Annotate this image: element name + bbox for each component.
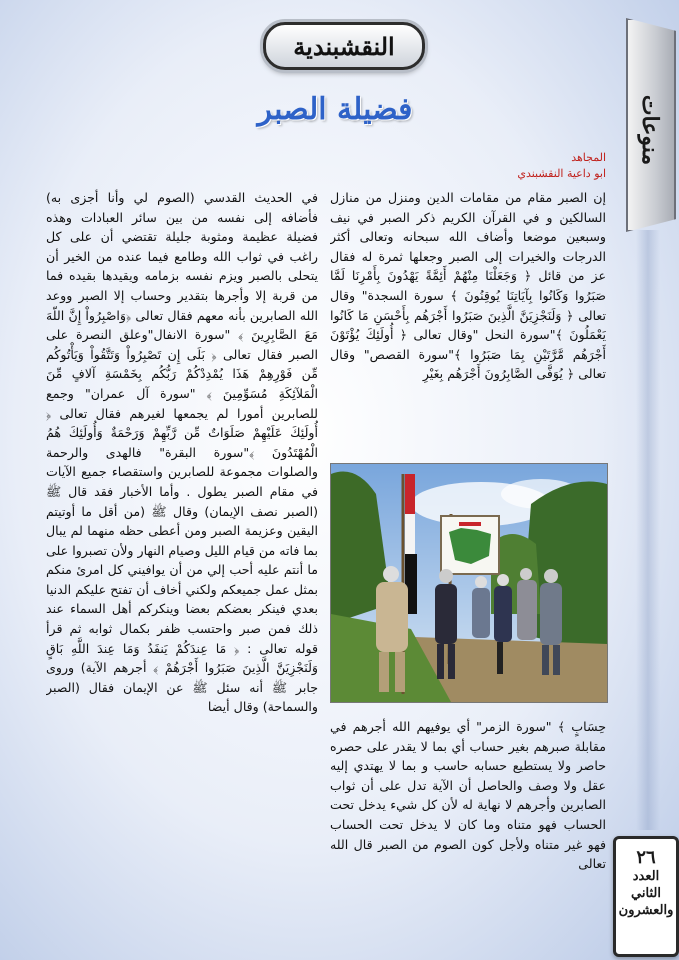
- section-side-tab-label: [632, 60, 668, 200]
- article-photo: [330, 463, 608, 703]
- paragraph: في الحديث القدسي (الصوم لي وأنا أجزى به) فأضافه إلى نفسه من بين سائر العبادات وهذه فضيلة عظيمة ومثوبة جليلة تقتضي أن على كل راغب في ثواب الله وطامع فيما عنده من الخير أن يتحلى بالصبر ويزم نفسه بزمامه ويقيدها بقيده فما من قربة إلا وأجرها بتقدير وحساب إلا الصبر ووعد الله الصابرين بأنه معهم فقال تعالى ﴿وَاصْبِرُواْ إِنَّ اللّهَ مَعَ الصَّابِرِينَ ﴾ "سورة الانفال"وعلق النصرة على الصبر فقال تعالى ﴿ بَلَى إِن تَصْبِرُواْ وَتَتَّقُواْ وَيَأْتُوكُم مِّن فَوْرِهِمْ هَذَا يُمْدِدْكُمْ رَبُّكُم بِخَمْسَةِ آلافٍ مِّنَ الْمَلآئِكَةِ مُسَوِّمِينَ ﴾ "سورة آل عمران" وجمع للصابرين أمورا لم يجمعها لغيرهم فقال تعالى ﴿ أُولَئِكَ عَلَيْهِمْ صَلَوَاتٌ مِّن رَّبِّهِمْ وَرَحْمَةٌ وَأُولَئِكَ هُمُ الْمُهْتَدُونَ ﴾"سورة البقرة" فالهدى والرحمة والصلوات مجموعة للصابرين واستقصاء جميع الآيات في مقام الصبر يطول . وأما الأخبار فقد قال ﷺ (الصبر نصف الإيمان) وقال ﷺ (من أقل ما أوتيتم اليقين وعزيمة الصبر ومن أعطى حظه منهما لم يبال بما فاته من قيام الليل وصيام النهار ولأن تصبروا على ما أنتم عليه أحب إلي من أن يوافيني كل امرئ منكم بمثل عمل جميعكم ولكني أخاف أن تفتح عليكم الدنيا بعدي فينكر بعضكم بعضا وينكركم أهل السماء عند ذلك فمن صبر واحتسب ظفر بكمال ثوابه ثم قرأ قوله تعالى : ﴿ مَا عِندَكُمْ يَنفَدُ وَمَا عِندَ اللَّهِ بَاقٍ وَلَنَجْزِيَنَّ الَّذِينَ صَبَرُوا أَجْرَهُمْ ﴾ أجرهم الآية) وروى جابر ﷺ أنه سئل ﷺ عن الإيمان فقال (الصبر والسماحة) وقال أيضا: [46, 190, 318, 715]
- flag-red-band: [405, 474, 415, 514]
- issue-label-line3: والعشرون: [618, 903, 674, 918]
- issue-label-line2: الثاني: [631, 886, 661, 901]
- text-column-left: [46, 188, 318, 954]
- flag-white-band: [405, 514, 415, 554]
- article-title: فضيلة الصبر: [257, 92, 413, 127]
- author-title: المجاهد: [571, 151, 606, 164]
- text-column-right-bottom: [330, 717, 606, 957]
- photo-illustration: [331, 464, 607, 702]
- banner-flag-stripe: [459, 522, 481, 526]
- section-name: منوعات: [637, 94, 663, 166]
- side-rail-decoration: [636, 230, 660, 830]
- text-column-right-top: [330, 188, 606, 458]
- magazine-header-oval: [263, 22, 425, 70]
- issue-number-box: [613, 836, 679, 957]
- paragraph: حِسَابٍ ﴾ "سورة الزمر" أي يوفيهم الله أجرهم في مقابلة صبرهم بغير حساب أي بما لا يقدر على حصره حاصر ولا يستطيع حسابه حاسب و بما لا يهتدي إليه عقل ولا وصف والحاصل أن الآية تدل على أن ثواب الصابرين وأجرهم لا نهاية له لأن كل شيء يدخل تحت الحساب فهو متناه وما كان لا يدخل تحت الحساب فهو غير متناه ولأجل كون الصوم من الصبر قال الله تعالى: [330, 719, 606, 872]
- issue-label-line1: العدد: [632, 869, 660, 884]
- magazine-name: النقشبندية: [293, 31, 395, 61]
- issue-number: ٢٦: [636, 847, 656, 868]
- author-name: ابو داعية النقشبندي: [517, 167, 606, 180]
- paragraph: إن الصبر مقام من مقامات الدين ومنزل من منازل السالكين و في القرآن الكريم ذكر الصبر في نيف وسبعين موضعا وأضاف الله سبحانه وتعالى أكثر الدرجات والخيرات إلى الصبر وجعلها ثمرة له فقال عز من قائل ﴿ وَجَعَلْنَا مِنْهُمْ أَئِمَّةً يَهْدُونَ بِأَمْرِنَا لَمَّا صَبَرُوا وَكَانُوا بِآيَاتِنَا يُوقِنُونَ ﴾ سورة السجدة" وقال تعالى ﴿ وَلَنَجْزِيَنَّ الَّذِينَ صَبَرُوا أَجْرَهُم بِأَحْسَنِ مَا كَانُوا يَعْمَلُونَ ﴾"سورة النحل "وقال تعالى ﴿ أُولَئِكَ يُؤْتَوْنَ أَجْرَهُم مَّرَّتَيْنِ بِمَا صَبَرُوا ﴾"سورة القصص" وقال تعالى ﴿ يُوَفَّى الصَّابِرُونَ أَجْرَهُم بِغَيْرِ: [330, 190, 606, 382]
- author-byline: [470, 150, 606, 182]
